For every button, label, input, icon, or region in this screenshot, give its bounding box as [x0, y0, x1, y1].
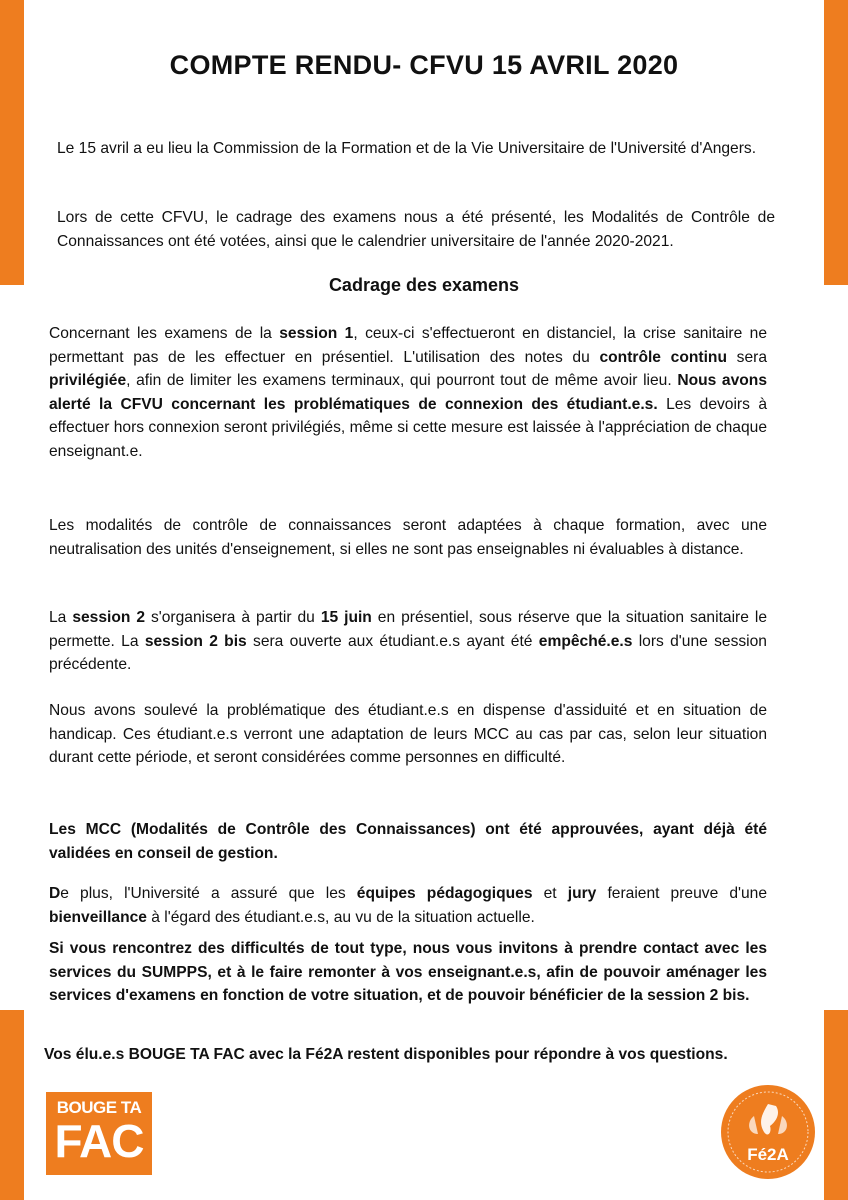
orange-frame-top-left: [0, 0, 24, 285]
intro-paragraph-2: [57, 206, 775, 253]
paragraph-modalites: [49, 514, 767, 561]
mcc-text: Les MCC (Modalités de Contrôle des Connaissances) ont été approuvées, ayant déjà été validées en conseil de gestion.: [49, 821, 767, 862]
modalites-text: Les modalités de contrôle de connaissances seront adaptées à chaque formation, avec une neutralisation des unités d'enseignement, si elles ne sont pas enseignables ni évaluables à distance.: [49, 517, 767, 558]
paragraph-session-2: La session 2 s'organisera à partir du 15 juin en présentiel, sous réserve que la situation sanitaire le permette. La session 2 bis sera ouverte aux étudiant.e.s ayant été empêché.e.s lors d'une session précédente.: [49, 609, 767, 673]
page-title: COMPTE RENDU- CFVU 15 AVRIL 2020: [169, 50, 679, 80]
orange-frame-top-right: [824, 0, 848, 285]
closing-text: Vos élu.e.s BOUGE TA FAC avec la Fé2A restent disponibles pour répondre à vos questions.: [44, 1046, 728, 1063]
intro-text-2: Lors de cette CFVU, le cadrage des examens nous a été présenté, les Modalités de Contrôle de Connaissances ont été votées, ainsi que le calendrier universitaire de l'année 2020-2021.: [57, 209, 775, 250]
section-title: Cadrage des examens: [328, 275, 520, 295]
fe2a-text: Fé2A: [747, 1145, 789, 1164]
bouge-ta-fac-logo: [46, 1092, 152, 1175]
logo-line-1: BOUGE TA: [56, 1098, 142, 1117]
difficultes-text: Si vous rencontrez des difficultés de tout type, nous vous invitons à prendre contact avec les services du SUMPPS, et à le faire remonter à vos enseignant.e.s, afin de pouvoir aménager les services d'examens en fonction de votre situation, et de pouvoir bénéficier de la session 2 bis.: [49, 940, 767, 1004]
paragraph-bienveillance: De plus, l'Université a assuré que les équipes pédagogiques et jury feraient preuve d'une bienveillance à l'égard des étudiant.e.s, au vu de la situation actuelle.: [49, 885, 768, 926]
orange-frame-bottom-left: [0, 1010, 24, 1200]
orange-frame-bottom-right: [824, 1010, 848, 1200]
logo-line-2: FAC: [54, 1115, 144, 1167]
paragraph-difficultes: [49, 937, 767, 1008]
paragraph-handicap: [49, 699, 767, 770]
fe2a-logo: [718, 1082, 818, 1182]
intro-paragraph-1: [57, 137, 775, 161]
paragraph-session-1: Concernant les examens de la session 1, ceux-ci s'effectueront en distanciel, la crise sanitaire ne permettant pas de les effectuer en présentiel. L'utilisation des notes du contrôle continu sera privilégiée, afin de limiter les examens terminaux, qui pourront tout de même avoir lieu. Nous avons alerté la CFVU concernant les problématiques de connexion des étudiant.e.s. Les devoirs à effectuer hors connexion seront privilégiés, même si cette mesure est laissée à l'appréciation de chaque enseignant.e.: [49, 325, 768, 460]
intro-text-1: Le 15 avril a eu lieu la Commission de la Formation et de la Vie Universitaire de l'Université d'Angers.: [57, 140, 757, 157]
closing-paragraph: [44, 1043, 762, 1067]
paragraph-mcc: [49, 818, 767, 865]
handicap-text: Nous avons soulevé la problématique des étudiant.e.s en dispense d'assiduité et en situation de handicap. Ces étudiant.e.s verront une adaptation de leurs MCC au cas par cas, selon leur situation durant cette période, et seront considérées comme personnes en difficulté.: [49, 702, 767, 766]
